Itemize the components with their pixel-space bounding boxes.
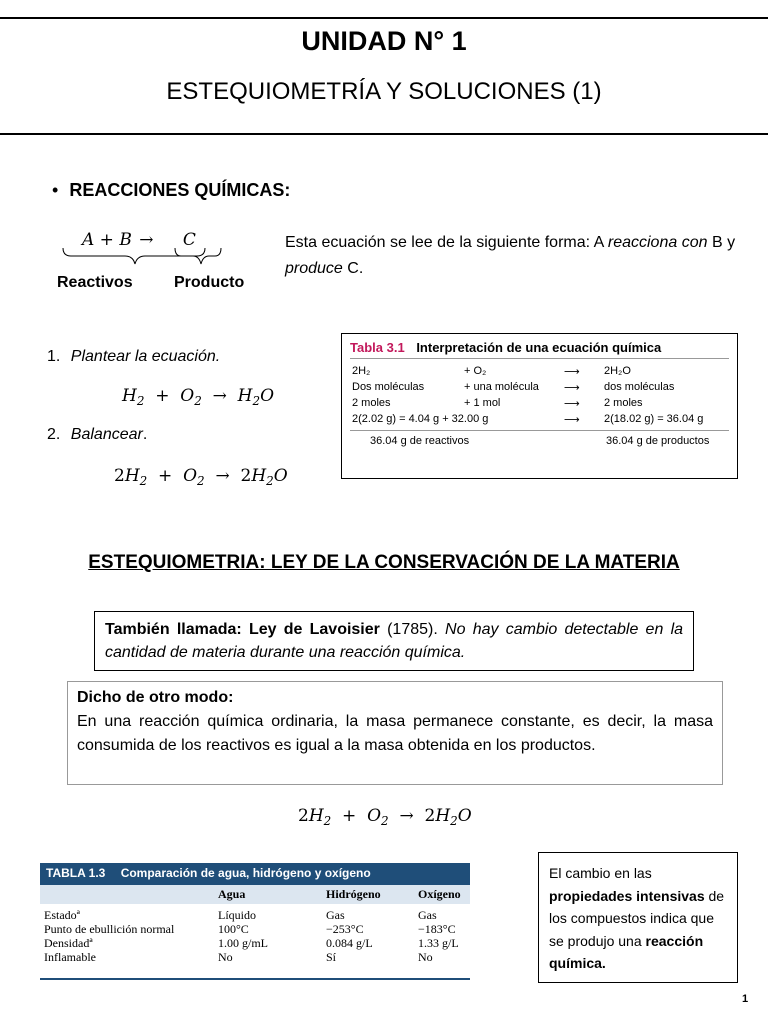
top-rule (0, 17, 768, 19)
table-row: 2H₂ + O₂ ⟶ 2H₂O (352, 365, 631, 378)
table-row: Estadoª Líquido Gas Gas (44, 908, 437, 922)
lavoisier-box: También llamada: Ley de Lavoisier (1785). No hay cambio detectable en la cantidad de materia durante una reacción química. (94, 611, 694, 671)
dicho-box: Dicho de otro modo: En una reacción química ordinaria, la masa permanece constante, es decir, la masa consumida de los reactivos es igual a la masa obtenida en los productos. (67, 681, 723, 785)
label-reactivos: Reactivos (57, 274, 133, 291)
underbrace-icons (55, 246, 255, 268)
page-number: 1 (742, 993, 749, 1005)
table-3-1-grid (350, 363, 705, 427)
equation-unbalanced: $H_2 + O_2 \to H_2O$ (122, 386, 275, 409)
label-producto: Producto (174, 274, 245, 291)
section-heading-reacciones: • REACCIONES QUÍMICAS: (52, 180, 291, 200)
equation-explanation: Esta ecuación se lee de la siguiente forma: A reacciona con B y produce C. (285, 234, 736, 277)
table-row: Inflamable No Sí No (44, 950, 433, 964)
equation-balanced-2: $2H_2 + O_2 \to 2H_2O$ (298, 806, 472, 829)
table-1-3 (40, 863, 470, 980)
table-3-1-footer: 36.04 g de reactivos 36.04 g de productos (350, 430, 729, 451)
equation-balanced: $2H_2 + O_2 \to 2H_2O$ (114, 466, 288, 489)
table-3-1 (341, 333, 738, 479)
generic-equation: A + B → C (82, 230, 196, 250)
step-2: 2. Balancear. (47, 426, 148, 443)
unit-title: UNIDAD N° 1 (301, 26, 467, 56)
step-1: 1. Plantear la ecuación. (47, 348, 221, 365)
table-row: Punto de ebullición normal 100°C −253°C −183°C (44, 922, 456, 936)
header-bottom-rule (0, 133, 768, 135)
table-header-row: Agua Hidrógeno Oxígeno (40, 885, 470, 904)
table-row: Densidadª 1.00 g/mL 0.084 g/L 1.33 g/L (44, 936, 459, 950)
table-1-3-caption: TABLA 1.3 Comparación de agua, hidrógeno y oxígeno (40, 863, 470, 885)
unit-subtitle: ESTEQUIOMETRÍA Y SOLUCIONES (1) (166, 78, 602, 105)
note-box: El cambio en las propiedades intensivas de los compuestos indica que se produjo una reacción química. (538, 852, 738, 983)
bullet-icon: • (52, 180, 59, 200)
table-row: 2(2.02 g) = 4.04 g + 32.00 g ⟶ 2(18.02 g) = 36.04 g (352, 413, 704, 426)
section-heading-estequiometria: ESTEQUIOMETRIA: LEY DE LA CONSERVACIÓN DE LA MATERIA (88, 552, 680, 573)
table-3-1-caption: Tabla 3.1 Interpretación de una ecuación química (350, 340, 729, 359)
table-row: 2 moles + 1 mol ⟶ 2 moles (352, 397, 643, 410)
table-1-3-grid (40, 885, 470, 964)
table-row: Dos moléculas + una molécula ⟶ dos moléculas (352, 381, 675, 394)
